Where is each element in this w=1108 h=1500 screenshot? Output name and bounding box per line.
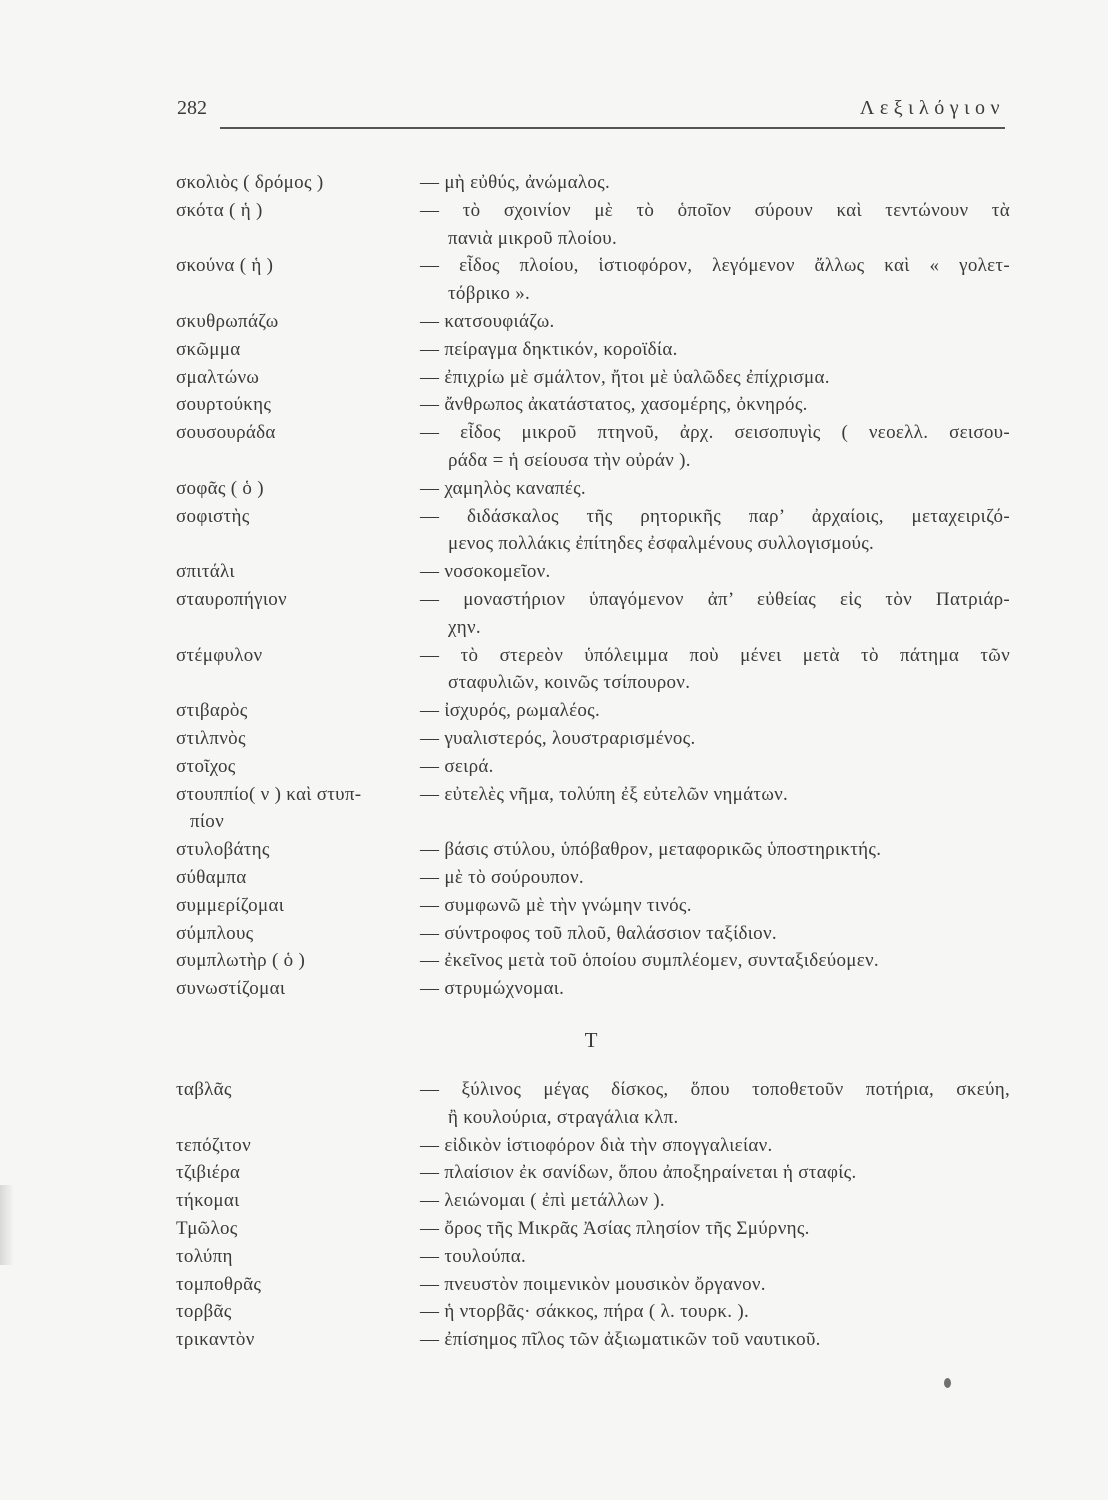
glossary-entry bbox=[176, 336, 1016, 364]
entry-term bbox=[176, 1159, 420, 1187]
entry-definition-line: — χαμηλὸς καναπές. bbox=[420, 477, 586, 499]
entry-definition-line: — ἰσχυρός, ρωμαλέος. bbox=[420, 700, 601, 722]
entry-term bbox=[176, 1215, 420, 1243]
entry-definition-line: — τὸ σχοινίον μὲ τὸ ὁποῖον σύρουν καὶ τεντώνουν τὰ bbox=[420, 199, 1010, 221]
running-title: Λεξιλόγιον bbox=[859, 97, 1005, 119]
entry-term-line: πίον bbox=[190, 811, 224, 833]
entry-definition-line: — πνευστὸν ποιμενικὸν μουσικὸν ὄργανον. bbox=[420, 1273, 766, 1295]
entry-definition bbox=[420, 1298, 1010, 1326]
entry-definition-line: — γυαλιστερός, λουστραρισμένος. bbox=[420, 727, 696, 749]
glossary-entry bbox=[176, 725, 1016, 753]
glossary-entry bbox=[176, 864, 1016, 892]
glossary-entry bbox=[176, 1243, 1016, 1271]
entry-term bbox=[176, 197, 420, 253]
entry-definition-line: — εὐτελὲς νῆμα, τολύπη ἐξ εὐτελῶν νημάτων. bbox=[420, 783, 789, 805]
entry-term-line: τομποθρᾶς bbox=[176, 1273, 262, 1295]
glossary-entry bbox=[176, 503, 1016, 559]
glossary-entry bbox=[176, 169, 1016, 197]
entry-definition bbox=[420, 252, 1010, 308]
entry-definition bbox=[420, 781, 1010, 837]
entry-definition bbox=[420, 753, 1010, 781]
entry-definition-line: — ὄρος τῆς Μικρᾶς Ἀσίας πλησίον τῆς Σμύρνης. bbox=[420, 1217, 810, 1239]
glossary-entry bbox=[176, 1271, 1016, 1299]
glossary-entry bbox=[176, 308, 1016, 336]
entry-term-line: τολύπη bbox=[176, 1245, 233, 1267]
entry-definition-line: — τὸ στερεὸν ὑπόλειμμα ποὺ μένει μετὰ τὸ πάτημα τῶν bbox=[420, 644, 1010, 666]
entry-term bbox=[176, 1187, 420, 1215]
entry-definition-line: — σύντροφος τοῦ πλοῦ, θαλάσσιον ταξίδιον. bbox=[420, 922, 777, 944]
entry-term bbox=[176, 336, 420, 364]
entry-term bbox=[176, 1271, 420, 1299]
entry-definition-line: — στρυμώχνομαι. bbox=[420, 978, 565, 1000]
entry-definition-line: — σειρά. bbox=[420, 755, 494, 777]
entry-definition-line: πανιὰ μικροῦ πλοίου. bbox=[448, 227, 618, 249]
entry-definition bbox=[420, 1215, 1010, 1243]
entry-term-line: τζιβιέρα bbox=[176, 1162, 241, 1184]
entry-definition-line: — ἄνθρωπος ἀκατάστατος, χασομέρης, ὀκνηρός. bbox=[420, 394, 808, 416]
entry-term bbox=[176, 419, 420, 475]
glossary-entry bbox=[176, 920, 1016, 948]
glossary-entry bbox=[176, 642, 1016, 698]
entry-term bbox=[176, 725, 420, 753]
entry-term-line: στέμφυλον bbox=[176, 644, 263, 666]
entry-term-line: συμπλωτὴρ ( ὁ ) bbox=[176, 950, 306, 972]
entry-term bbox=[176, 753, 420, 781]
entry-term bbox=[176, 252, 420, 308]
entry-term bbox=[176, 781, 420, 837]
entry-term bbox=[176, 1243, 420, 1271]
entry-term-line: σοφιστὴς bbox=[176, 505, 250, 527]
entry-definition-line: ἢ κουλούρια, στραγάλια κλπ. bbox=[448, 1106, 679, 1128]
entry-definition bbox=[420, 836, 1010, 864]
entry-definition bbox=[420, 169, 1010, 197]
glossary-entry bbox=[176, 753, 1016, 781]
entry-term bbox=[176, 836, 420, 864]
entry-term-line: στοῖχος bbox=[176, 755, 236, 777]
entry-term-line: συνωστίζομαι bbox=[176, 978, 286, 1000]
glossary-entry bbox=[176, 1326, 1016, 1354]
entry-definition-line: — ἐπιχρίω μὲ σμάλτον, ἤτοι μὲ ὑαλῶδες ἐπίχρισμα. bbox=[420, 366, 830, 388]
entry-definition-line: — ἐκεῖνος μετὰ τοῦ ὁποίου συμπλέομεν, συνταξιδεύομεν. bbox=[420, 950, 879, 972]
entry-definition-line: χην. bbox=[448, 616, 481, 638]
ink-spot bbox=[944, 1378, 951, 1388]
header-rule bbox=[220, 127, 1005, 129]
entry-term bbox=[176, 503, 420, 559]
entry-definition bbox=[420, 336, 1010, 364]
entry-definition bbox=[420, 308, 1010, 336]
glossary-entry bbox=[176, 1076, 1016, 1132]
glossary-entry bbox=[176, 947, 1016, 975]
page-number: 282 bbox=[177, 97, 207, 119]
glossary-entry bbox=[176, 1187, 1016, 1215]
entry-term bbox=[176, 364, 420, 392]
entry-term-line: τεπόζιτον bbox=[176, 1134, 251, 1156]
entry-term-line: ταβλᾶς bbox=[176, 1079, 232, 1100]
entry-term-line: σουσουράδα bbox=[176, 422, 276, 444]
entry-definition-line: — κατσουφιάζω. bbox=[420, 310, 555, 332]
glossary-entry bbox=[176, 697, 1016, 725]
glossary-section-tau bbox=[176, 1076, 1016, 1354]
entry-term bbox=[176, 391, 420, 419]
entry-term bbox=[176, 558, 420, 586]
entry-definition bbox=[420, 920, 1010, 948]
entry-term-line: σύθαμπα bbox=[176, 866, 247, 888]
entry-definition-line: — εἶδος μικροῦ πτηνοῦ, ἀρχ. σεισοπυγὶς ( νεοελλ. σεισου- bbox=[420, 422, 1010, 444]
entry-definition bbox=[420, 558, 1010, 586]
glossary-entry bbox=[176, 252, 1016, 308]
glossary-entry bbox=[176, 892, 1016, 920]
entry-definition bbox=[420, 947, 1010, 975]
entry-definition-line: — βάσις στύλου, ὑπόβαθρον, μεταφορικῶς ὑποστηρικτής. bbox=[420, 839, 882, 861]
entry-definition-line: — εἶδος πλοίου, ἱστιοφόρον, λεγόμενον ἄλλως καὶ « γολετ- bbox=[420, 255, 1010, 277]
entry-term-line: σταυροπήγιον bbox=[176, 588, 287, 610]
entry-definition-line: τόβρικο ». bbox=[448, 283, 531, 305]
entry-term bbox=[176, 975, 420, 1003]
entry-term-line: στιβαρὸς bbox=[176, 700, 248, 722]
entry-definition-line: — μοναστήριον ὑπαγόμενον ἀπ’ εὐθείας εἰς τὸν Πατριάρ- bbox=[420, 588, 1010, 610]
entry-term-line: τήκομαι bbox=[176, 1190, 240, 1212]
entry-definition bbox=[420, 419, 1010, 475]
glossary-entry bbox=[176, 197, 1016, 253]
entry-definition-line: — λειώνομαι ( ἐπὶ μετάλλων ). bbox=[420, 1190, 665, 1212]
entry-term-line: συμμερίζομαι bbox=[176, 894, 285, 916]
entry-term-line: σκούνα ( ἡ ) bbox=[176, 255, 274, 277]
entry-term-line: σκυθρωπάζω bbox=[176, 310, 279, 332]
entry-term bbox=[176, 1076, 420, 1132]
entry-definition bbox=[420, 475, 1010, 503]
glossary-entry bbox=[176, 475, 1016, 503]
entry-definition-line: — διδάσκαλος τῆς ρητορικῆς παρ’ ἀρχαίοις, μεταχειριζό- bbox=[420, 505, 1010, 527]
glossary-entry bbox=[176, 1159, 1016, 1187]
entry-definition bbox=[420, 364, 1010, 392]
entry-term bbox=[176, 947, 420, 975]
entry-definition-line: — ἡ ντορβᾶς· σάκκος, πήρα ( λ. τουρκ. ). bbox=[420, 1301, 749, 1323]
entry-term bbox=[176, 697, 420, 725]
glossary-entry bbox=[176, 1132, 1016, 1160]
entry-definition-line: — πείραγμα δηκτικόν, κοροϊδία. bbox=[420, 338, 678, 360]
entry-definition bbox=[420, 1187, 1010, 1215]
entry-term-line: σκότα ( ἡ ) bbox=[176, 199, 263, 221]
entry-term bbox=[176, 642, 420, 698]
entry-definition bbox=[420, 975, 1010, 1003]
entry-term bbox=[176, 1298, 420, 1326]
glossary-entry bbox=[176, 391, 1016, 419]
entry-term bbox=[176, 1132, 420, 1160]
entry-definition bbox=[420, 1132, 1010, 1160]
glossary-section-sigma bbox=[176, 169, 1016, 1003]
glossary-entry bbox=[176, 781, 1016, 837]
glossary-entry bbox=[176, 558, 1016, 586]
entry-definition bbox=[420, 586, 1010, 642]
entry-definition-line: — εἰδικὸν ἱστιοφόρον διὰ τὴν σπογγαλιείαν. bbox=[420, 1134, 773, 1156]
entry-term-line: Τμῶλος bbox=[176, 1217, 238, 1239]
entry-definition bbox=[420, 1076, 1010, 1132]
entry-term-line: τρικαντὸν bbox=[176, 1329, 255, 1351]
glossary-entry bbox=[176, 1298, 1016, 1326]
entry-term bbox=[176, 1326, 420, 1354]
entry-term bbox=[176, 892, 420, 920]
entry-definition-line: — μὲ τὸ σούρουπον. bbox=[420, 866, 584, 888]
entry-term-line: στουππίο( ν ) καὶ στυπ- bbox=[176, 783, 362, 805]
entry-definition-line: μενος πολλάκις ἐπίτηδες ἐσφαλμένους συλλογισμούς. bbox=[448, 533, 875, 555]
scan-edge-shadow bbox=[0, 1185, 14, 1265]
entry-definition bbox=[420, 197, 1010, 253]
entry-term-line: σπιτάλι bbox=[176, 561, 235, 583]
entry-term-line: στιλπνὸς bbox=[176, 727, 246, 749]
entry-definition bbox=[420, 503, 1010, 559]
entry-term bbox=[176, 308, 420, 336]
entry-term-line: τορβᾶς bbox=[176, 1301, 232, 1323]
entry-definition bbox=[420, 1243, 1010, 1271]
glossary-entry bbox=[176, 1215, 1016, 1243]
entry-definition bbox=[420, 725, 1010, 753]
entry-definition-line: — ἐπίσημος πῖλος τῶν ἀξιωματικῶν τοῦ ναυτικοῦ. bbox=[420, 1329, 821, 1351]
entry-term-line: σουρτούκης bbox=[176, 394, 272, 416]
entry-term bbox=[176, 169, 420, 197]
glossary-entry bbox=[176, 975, 1016, 1003]
entry-definition-line: ράδα = ἡ σείουσα τὴν οὐράν ). bbox=[448, 449, 691, 471]
entry-term-line: σύμπλους bbox=[176, 922, 254, 944]
entry-definition-line: — νοσοκομεῖον. bbox=[420, 561, 551, 583]
entry-term bbox=[176, 864, 420, 892]
entry-term-line: σκολιὸς ( δρόμος ) bbox=[176, 172, 324, 193]
entry-definition-line: σταφυλιῶν, κοινῶς τσίπουρον. bbox=[448, 672, 691, 694]
entry-term bbox=[176, 586, 420, 642]
glossary-entry bbox=[176, 836, 1016, 864]
entry-definition bbox=[420, 1271, 1010, 1299]
entry-term-line: σκῶμμα bbox=[176, 338, 241, 360]
entry-definition bbox=[420, 642, 1010, 698]
entry-term-line: σοφᾶς ( ὁ ) bbox=[176, 477, 264, 499]
entry-definition-line: — ξύλινος μέγας δίσκος, ὅπου τοποθετοῦν ποτήρια, σκεύη, bbox=[420, 1079, 1010, 1100]
entry-definition-line: — μὴ εὐθύς, ἀνώμαλος. bbox=[420, 172, 611, 193]
entry-definition-line: — πλαίσιον ἐκ σανίδων, ὅπου ἀποξηραίνεται ἡ σταφίς. bbox=[420, 1162, 857, 1184]
section-letter-heading: Τ bbox=[584, 1028, 598, 1052]
entry-definition bbox=[420, 1326, 1010, 1354]
glossary-entry bbox=[176, 586, 1016, 642]
glossary-entry bbox=[176, 419, 1016, 475]
entry-definition bbox=[420, 1159, 1010, 1187]
entry-definition-line: — συμφωνῶ μὲ τὴν γνώμην τινός. bbox=[420, 894, 692, 916]
entry-definition bbox=[420, 391, 1010, 419]
entry-term-line: στυλοβάτης bbox=[176, 839, 270, 861]
entry-definition bbox=[420, 697, 1010, 725]
entry-term bbox=[176, 920, 420, 948]
entry-definition bbox=[420, 864, 1010, 892]
entry-term bbox=[176, 475, 420, 503]
entry-definition-line: — τουλούπα. bbox=[420, 1245, 527, 1267]
entry-definition bbox=[420, 892, 1010, 920]
glossary-entry bbox=[176, 364, 1016, 392]
entry-term-line: σμαλτώνω bbox=[176, 366, 260, 388]
